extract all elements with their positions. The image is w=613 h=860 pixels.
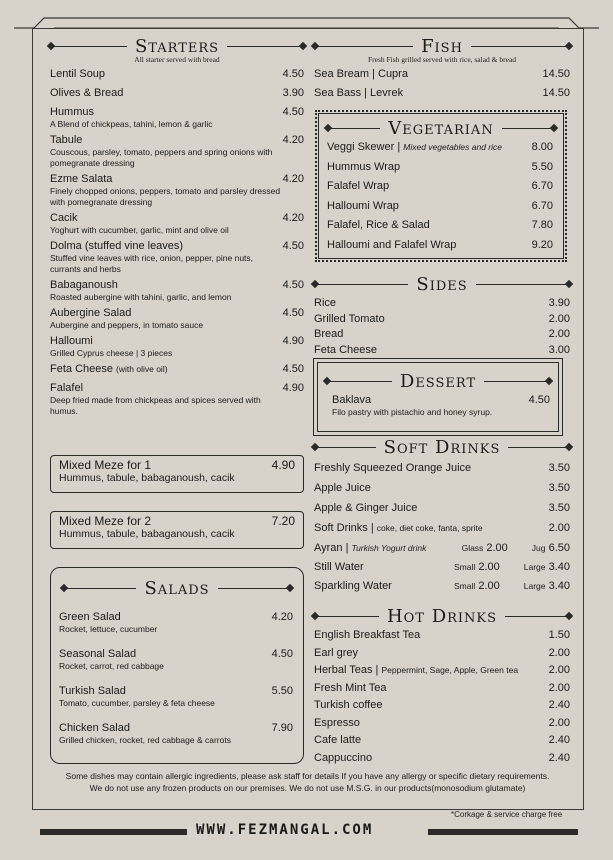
item-name-text: Ayran | bbox=[314, 542, 349, 554]
item-name bbox=[50, 134, 82, 147]
item-name bbox=[314, 542, 426, 555]
list-item bbox=[314, 699, 570, 712]
item-name-text: Apple Juice bbox=[314, 482, 371, 494]
item-row bbox=[59, 648, 293, 661]
item-price: 7.80 bbox=[531, 219, 553, 231]
item-note: Peppermint, Sage, Apple, Green tea bbox=[381, 665, 519, 675]
sides-heading bbox=[314, 274, 570, 295]
item-name bbox=[327, 200, 399, 213]
item-name bbox=[314, 629, 420, 642]
dessert-price: 4.50 bbox=[528, 394, 550, 406]
list-item bbox=[314, 682, 570, 695]
item-row bbox=[50, 307, 304, 320]
fish-subtitle: Fresh Fish grilled served with rice, salad & bread bbox=[367, 55, 517, 64]
size-2-label: Large bbox=[523, 562, 546, 572]
item-name bbox=[314, 647, 358, 660]
salads-title: Salads bbox=[144, 578, 210, 599]
item-name: Rice bbox=[314, 297, 337, 309]
list-item bbox=[314, 542, 570, 555]
item-name bbox=[50, 335, 93, 348]
item-name-text: Herbal Teas | bbox=[314, 664, 379, 676]
item-desc: Tomato, cucumber, parsley & feta cheese bbox=[59, 698, 215, 708]
item-name bbox=[50, 173, 112, 186]
item-name: Turkish Salad bbox=[59, 685, 126, 697]
size-prices bbox=[462, 542, 570, 555]
list-item bbox=[50, 87, 304, 100]
list-item bbox=[59, 722, 293, 746]
vegetarian-heading bbox=[327, 118, 555, 139]
size-2-label: Large bbox=[523, 581, 546, 591]
item-name bbox=[314, 561, 364, 574]
meze-2-desc: Hummus, tabule, babaganoush, cacik bbox=[59, 528, 235, 540]
dessert-box bbox=[317, 362, 559, 432]
item-name bbox=[314, 522, 483, 535]
list-item bbox=[50, 68, 304, 81]
item-price: 4.20 bbox=[282, 134, 304, 146]
item-price: 1.50 bbox=[548, 629, 570, 641]
item-name-text: Aubergine Salad bbox=[50, 307, 132, 319]
item-name-text: Olives & Bread bbox=[50, 87, 124, 99]
item-name-text: Cafe latte bbox=[314, 734, 362, 746]
item-name-text: Ezme Salata bbox=[50, 173, 113, 185]
item-price: 4.50 bbox=[282, 240, 304, 252]
item-row bbox=[50, 382, 304, 395]
dessert-desc: Filo pastry with pistachio and honey syrup. bbox=[332, 407, 493, 417]
item-row bbox=[50, 87, 304, 100]
list-item bbox=[50, 307, 304, 331]
allergy-note bbox=[40, 770, 575, 794]
list-item bbox=[327, 219, 553, 232]
list-item bbox=[50, 240, 304, 275]
item-name-text: Veggi Skewer | bbox=[327, 141, 401, 153]
list-item bbox=[50, 106, 304, 130]
list-item bbox=[327, 180, 553, 193]
item-name bbox=[314, 699, 382, 712]
item-name-text: Halloumi bbox=[50, 335, 93, 347]
list-item bbox=[314, 734, 570, 747]
item-name-text: Still Water bbox=[314, 561, 364, 573]
list-item bbox=[314, 580, 570, 593]
list-item bbox=[314, 68, 570, 81]
item-price: 14.50 bbox=[542, 87, 570, 99]
size-2 bbox=[524, 580, 570, 593]
item-name bbox=[50, 363, 168, 376]
item-price: 3.50 bbox=[548, 462, 570, 474]
meze-2-price: 7.20 bbox=[271, 514, 295, 528]
item-price: 9.20 bbox=[531, 238, 553, 251]
item-price: 5.50 bbox=[271, 685, 293, 697]
item-name bbox=[50, 279, 118, 292]
size-1-price: 2.00 bbox=[478, 561, 500, 573]
item-name bbox=[314, 664, 518, 677]
item-price: 2.00 bbox=[548, 664, 570, 676]
item-desc: Couscous, parsley, tomato, peppers and spring onions with pomegranate dressing bbox=[50, 147, 273, 168]
item-name: Feta Cheese bbox=[314, 343, 377, 356]
item-price: 2.00 bbox=[548, 681, 570, 694]
item-price: 4.90 bbox=[282, 335, 304, 347]
meze-1-name: Mixed Meze for 1 bbox=[59, 458, 152, 472]
size-1-price: 2.00 bbox=[478, 580, 500, 592]
item-price: 4.20 bbox=[282, 173, 304, 185]
list-item bbox=[314, 344, 570, 357]
item-price: 4.50 bbox=[282, 68, 304, 80]
size-prices bbox=[454, 561, 570, 574]
item-price: 2.00 bbox=[548, 646, 570, 659]
item-name-text: Halloumi and Falafel Wrap bbox=[327, 238, 457, 251]
size-1-label: Glass bbox=[461, 543, 484, 553]
starters-title: Starters bbox=[134, 36, 220, 57]
item-name bbox=[314, 717, 360, 730]
item-price: 6.70 bbox=[531, 199, 553, 212]
item-row bbox=[59, 722, 293, 735]
starters-heading bbox=[50, 36, 304, 57]
item-price: 3.00 bbox=[548, 343, 570, 356]
item-name-text: Babaganoush bbox=[50, 279, 118, 291]
item-name bbox=[327, 239, 456, 252]
item-row bbox=[50, 68, 304, 81]
item-row bbox=[59, 611, 293, 624]
sides-title: Sides bbox=[416, 274, 468, 295]
soft-drinks-heading bbox=[314, 437, 570, 458]
item-name-text: Tabule bbox=[50, 134, 83, 146]
sides-list bbox=[314, 297, 570, 357]
starters-list bbox=[50, 68, 304, 417]
list-item bbox=[327, 200, 553, 213]
size-2-price: 6.50 bbox=[548, 542, 570, 554]
meze-1-desc: Hummus, tabule, babaganoush, cacik bbox=[59, 472, 235, 484]
item-price: 6.70 bbox=[531, 180, 553, 192]
item-name-text: Dolma (stuffed vine leaves) bbox=[50, 240, 184, 252]
size-2-price: 3.40 bbox=[548, 561, 570, 573]
item-price: 2.00 bbox=[548, 328, 570, 340]
item-name: Sea Bream | Cupra bbox=[314, 68, 408, 80]
dessert-heading bbox=[326, 371, 550, 392]
list-item bbox=[314, 297, 570, 310]
item-name-text: Falafel, Rice & Salad bbox=[327, 219, 430, 231]
item-name bbox=[314, 752, 372, 765]
item-row bbox=[50, 279, 304, 292]
vegetarian-list bbox=[317, 139, 565, 252]
list-item bbox=[314, 717, 570, 730]
size-prices bbox=[454, 580, 570, 593]
item-name: Sea Bass | Levrek bbox=[314, 87, 404, 99]
item-name: Seasonal Salad bbox=[59, 648, 137, 660]
item-desc: A Blend of chickpeas, tahini, lemon & garlic bbox=[50, 119, 213, 129]
list-item bbox=[327, 161, 553, 174]
item-desc: Roasted aubergine with tahini, garlic, and lemon bbox=[50, 292, 232, 302]
item-desc: Deep fried made from chickpeas and spices served with humus. bbox=[50, 395, 261, 416]
item-price: 3.90 bbox=[548, 297, 570, 309]
item-note: Mixed vegetables and rice bbox=[403, 142, 503, 152]
item-row bbox=[50, 212, 304, 225]
soft-drinks-section bbox=[314, 437, 570, 599]
item-desc: Stuffed vine leaves with rice, onion, pepper, pine nuts, currants and herbs bbox=[50, 253, 254, 274]
starters-subtitle: All starter served with bread bbox=[134, 55, 220, 64]
item-name bbox=[327, 219, 430, 232]
item-name bbox=[314, 462, 471, 475]
list-item bbox=[314, 462, 570, 475]
right-column bbox=[314, 36, 570, 106]
vegetarian-box bbox=[315, 110, 567, 262]
item-price: 4.50 bbox=[271, 648, 293, 660]
item-desc: Rocket, lettuce, cucumber bbox=[59, 624, 158, 634]
item-name-text: Hummus Wrap bbox=[327, 160, 401, 173]
item-name: Bread bbox=[314, 328, 344, 340]
list-item bbox=[327, 239, 553, 252]
item-desc: Yoghurt with cucumber, garlic, mint and olive oil bbox=[50, 225, 229, 235]
item-name: Chicken Salad bbox=[59, 722, 130, 734]
size-2 bbox=[524, 561, 570, 574]
list-item bbox=[314, 752, 570, 765]
item-name bbox=[50, 68, 105, 81]
size-1-price: 2.00 bbox=[486, 542, 508, 554]
list-item bbox=[314, 647, 570, 660]
item-name-text: Lentil Soup bbox=[50, 68, 106, 80]
item-name bbox=[314, 580, 392, 593]
meze-1-price: 4.90 bbox=[271, 458, 295, 472]
item-price: 3.50 bbox=[548, 482, 570, 494]
list-item bbox=[314, 561, 570, 574]
list-item bbox=[314, 522, 570, 535]
list-item bbox=[314, 664, 570, 677]
item-name-text: Feta Cheese bbox=[50, 363, 113, 375]
list-item bbox=[50, 212, 304, 236]
vegetarian-title: Vegetarian bbox=[388, 118, 494, 139]
list-item bbox=[50, 335, 304, 359]
list-item bbox=[314, 87, 570, 100]
item-price: 14.50 bbox=[542, 68, 570, 80]
item-name-text: Fresh Mint Tea bbox=[314, 681, 387, 694]
allergy-note-line1: Some dishes may contain allergic ingredients, please ask staff for details If you have any allergy or specific dietary requirements. bbox=[65, 771, 550, 781]
list-item bbox=[59, 685, 293, 709]
item-price: 4.50 bbox=[282, 307, 304, 319]
item-row bbox=[50, 134, 304, 147]
size-2-price: 3.40 bbox=[548, 580, 570, 592]
item-name bbox=[50, 307, 131, 320]
item-name bbox=[50, 240, 183, 253]
item-price: 2.40 bbox=[548, 751, 570, 764]
item-name bbox=[327, 161, 400, 174]
soft-drinks-title: Soft Drinks bbox=[383, 437, 501, 458]
item-row bbox=[50, 173, 304, 186]
meze-box-2 bbox=[50, 511, 304, 549]
item-name-text: Turkish coffee bbox=[314, 699, 383, 711]
fish-list bbox=[314, 68, 570, 100]
website-link[interactable]: WWW.FEZMANGAL.COM bbox=[196, 822, 374, 838]
corkage-note: *Corkage & service charge free bbox=[451, 810, 563, 819]
allergy-note-line2: We do not use any frozen products on our premises. We do not use M.S.G. in our products(monosodium glutamate) bbox=[89, 783, 526, 793]
list-item bbox=[50, 382, 304, 417]
item-price: 2.40 bbox=[548, 734, 570, 746]
fish-heading bbox=[314, 36, 570, 57]
item-name-text: Halloumi Wrap bbox=[327, 199, 399, 212]
size-1-label: Small bbox=[454, 581, 476, 591]
item-row bbox=[50, 335, 304, 348]
list-item bbox=[59, 648, 293, 672]
item-price: 2.40 bbox=[548, 699, 570, 711]
list-item bbox=[314, 313, 570, 326]
item-name bbox=[314, 734, 361, 747]
item-name-text: Cacik bbox=[50, 212, 78, 224]
list-item bbox=[50, 173, 304, 208]
soft-drinks-list bbox=[314, 462, 570, 593]
item-price: 5.50 bbox=[531, 160, 553, 173]
item-name bbox=[50, 382, 83, 395]
list-item bbox=[50, 134, 304, 169]
item-name-text: Espresso bbox=[314, 716, 360, 729]
size-2 bbox=[532, 542, 570, 555]
list-item bbox=[327, 141, 553, 154]
salads-list bbox=[51, 599, 303, 746]
item-name-text: Falafel Wrap bbox=[327, 180, 390, 192]
item-row bbox=[50, 106, 304, 119]
item-price: 2.00 bbox=[548, 522, 570, 534]
item-name-text: Cappuccino bbox=[314, 751, 373, 764]
item-desc: Finely chopped onions, peppers, tomato and parsley dressed with pomegranate dressing bbox=[50, 186, 281, 207]
dessert-name: Baklava bbox=[332, 394, 372, 406]
item-name: Grilled Tomato bbox=[314, 312, 385, 325]
list-item bbox=[50, 279, 304, 303]
item-name-text: Freshly Squeezed Orange Juice bbox=[314, 462, 472, 474]
size-1 bbox=[454, 561, 500, 574]
item-row bbox=[50, 363, 304, 376]
item-price: 3.50 bbox=[548, 502, 570, 514]
size-2-label: Jug bbox=[531, 543, 546, 553]
hot-drinks-section bbox=[314, 606, 570, 769]
item-name-note: (with olive oil) bbox=[116, 364, 168, 374]
size-1 bbox=[454, 580, 500, 593]
item-note: Turkish Yogurt drink bbox=[351, 543, 427, 553]
item-row bbox=[50, 240, 304, 253]
item-note: coke, diet coke, fanta, sprite bbox=[376, 523, 483, 533]
item-price: 4.20 bbox=[271, 611, 293, 623]
left-column bbox=[50, 36, 304, 421]
item-price: 3.90 bbox=[282, 87, 304, 99]
item-name bbox=[314, 482, 371, 495]
item-name-text: English Breakfast Tea bbox=[314, 629, 421, 641]
list-item bbox=[59, 611, 293, 635]
item-price: 4.50 bbox=[282, 363, 304, 375]
list-item bbox=[314, 629, 570, 642]
salads-heading bbox=[63, 578, 291, 599]
item-name-text: Falafel bbox=[50, 382, 84, 394]
item-price: 2.00 bbox=[548, 312, 570, 325]
item-price: 4.50 bbox=[282, 279, 304, 291]
salads-box bbox=[50, 567, 304, 764]
item-desc: Aubergine and peppers, in tomato sauce bbox=[50, 320, 204, 330]
item-desc: Grilled chicken, rocket, red cabbage & carrots bbox=[59, 735, 231, 745]
item-name: Green Salad bbox=[59, 611, 121, 623]
list-item bbox=[314, 328, 570, 341]
item-name-text: Sparkling Water bbox=[314, 580, 392, 592]
sides-section bbox=[314, 274, 570, 359]
item-price: 4.20 bbox=[282, 212, 304, 224]
item-name-text: Earl grey bbox=[314, 646, 359, 659]
fish-title: Fish bbox=[421, 36, 463, 57]
meze-2-name: Mixed Meze for 2 bbox=[59, 514, 152, 528]
item-name bbox=[50, 212, 78, 225]
hot-drinks-list bbox=[314, 629, 570, 765]
item-name-text: Soft Drinks | bbox=[314, 522, 374, 534]
item-price: 7.90 bbox=[271, 722, 293, 734]
item-name-text: Hummus bbox=[50, 106, 95, 118]
item-desc: Rocket, carrot, red cabbage bbox=[59, 661, 164, 671]
hot-drinks-title: Hot Drinks bbox=[386, 606, 498, 627]
item-price: 2.00 bbox=[548, 716, 570, 729]
item-name bbox=[50, 106, 94, 119]
dessert-title: Dessert bbox=[399, 371, 477, 392]
item-name bbox=[314, 502, 417, 515]
list-item bbox=[314, 502, 570, 515]
meze-box-1 bbox=[50, 455, 304, 493]
item-price: 4.50 bbox=[282, 106, 304, 118]
item-name bbox=[327, 141, 502, 154]
hot-drinks-heading bbox=[314, 606, 570, 627]
item-name-text: Apple & Ginger Juice bbox=[314, 502, 418, 514]
list-item bbox=[50, 363, 304, 376]
list-item bbox=[314, 482, 570, 495]
size-1 bbox=[462, 542, 508, 555]
item-price: 8.00 bbox=[531, 141, 553, 153]
item-desc: Grilled Cyprus cheese | 3 pieces bbox=[50, 348, 173, 358]
footer-bar-right bbox=[428, 829, 578, 835]
item-name bbox=[50, 87, 123, 100]
item-name bbox=[327, 180, 389, 193]
item-name bbox=[314, 682, 387, 695]
item-price: 4.90 bbox=[282, 382, 304, 394]
size-1-label: Small bbox=[454, 562, 476, 572]
footer-bar-left bbox=[40, 829, 187, 835]
item-row bbox=[59, 685, 293, 698]
